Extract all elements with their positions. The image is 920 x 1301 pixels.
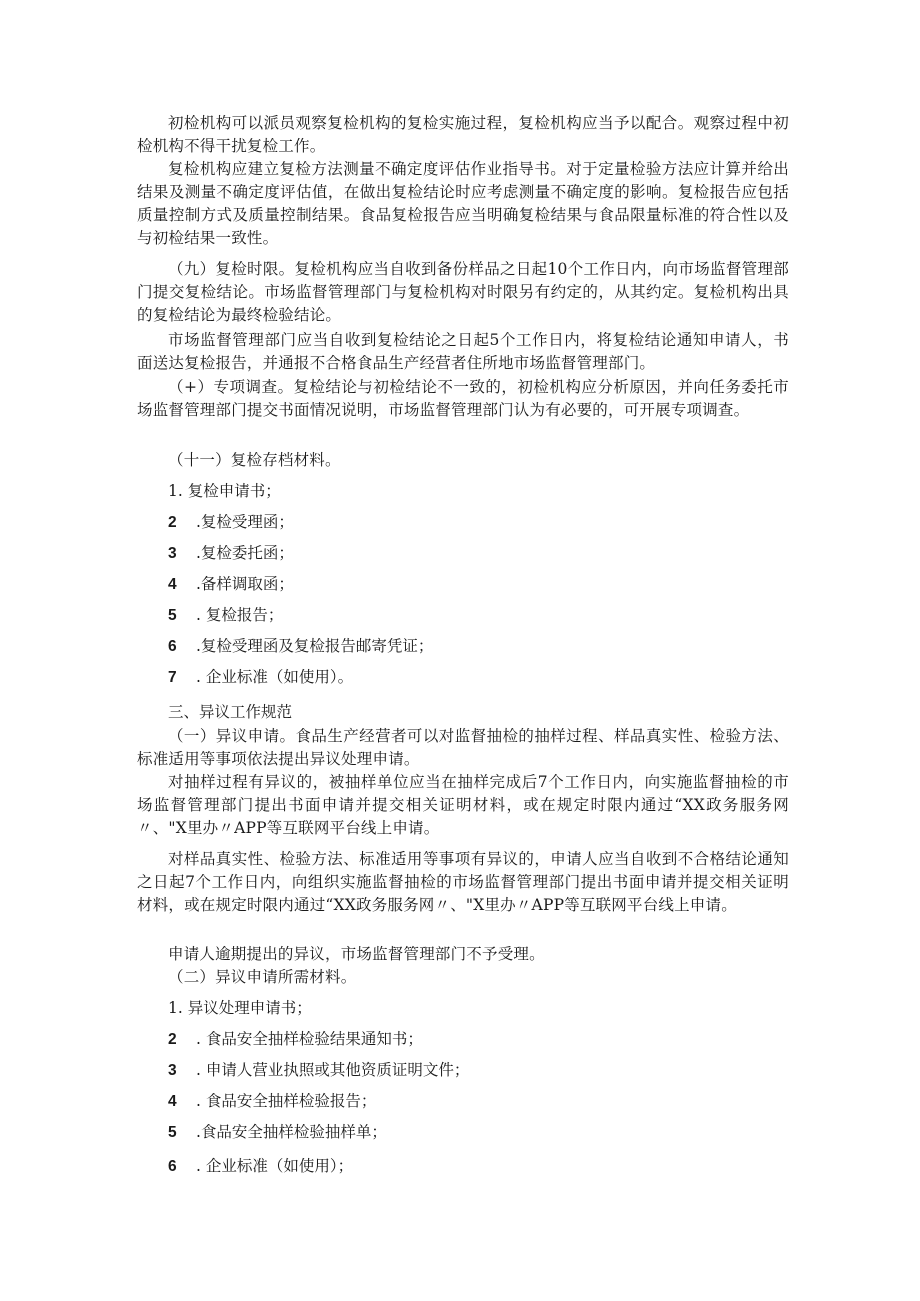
paragraph-late-objection: 申请人逾期提出的异议，市场监督管理部门不予受理。 xyxy=(168,945,545,963)
list-item-text: . 食品安全抽样检验报告； xyxy=(196,1092,377,1110)
list-item-text: .复检受理函及复检报告邮寄凭证； xyxy=(196,637,434,655)
paragraph-sampling-objection: 对抽样过程有异议的，被抽样单位应当在抽样完成后7个工作日内，向实施监督抽检的市场监督管理部门提出书面申请并提交相关证明材料，或在规定时限内通过“XX政务服务网〃、"X里办〃APP等互联网平台线上申请。 xyxy=(137,773,789,837)
list-item-number: 5 xyxy=(168,607,177,624)
list-item xyxy=(168,997,312,1020)
paragraph-special-investigation: （+）专项调查。复检结论与初检结论不一致的，初检机构应分析原因，并向任务委托市场监督管理部门提交书面情况说明，市场监督管理部门认为有必要的，可开展专项调查。 xyxy=(137,378,789,419)
list-item-text: 1. 复检申请书； xyxy=(168,482,281,500)
list-item-number: 2 xyxy=(168,1031,177,1048)
paragraph-uncertainty: 复检机构应建立复检方法测量不确定度评估作业指导书。对于定量检验方法应计算并给出结果及测量不确定度评估值，在做出复检结论时应考虑测量不确定度的影响。复检报告应包括质量控制方式及质量控制结果。食品复检报告应当明确复检结果与食品限量标准的符合性以及与初检结果一致性。 xyxy=(137,160,789,247)
paragraph-recheck-time-limit: （九）复检时限。复检机构应当自收到备份样品之日起10个工作日内，向市场监督管理部门提交复检结论。市场监督管理部门与复检机构对时限另有约定的，从其约定。复检机构出具的复检结论为最终检验结论。 xyxy=(137,260,789,324)
list-item xyxy=(168,511,294,534)
list-item-text: . 申请人营业执照或其他资质证明文件； xyxy=(196,1061,470,1079)
list-item-number: 3 xyxy=(168,545,177,562)
list-item xyxy=(168,1059,469,1082)
paragraph-observation: 初检机构可以派员观察复检机构的复检实施过程，复检机构应当予以配合。观察过程中初检机构不得干扰复检工作。 xyxy=(137,114,789,155)
list-item-number: 6 xyxy=(168,638,177,655)
list-item-text: . 企业标准（如使用）。 xyxy=(196,668,354,686)
list-item-text: . 复检报告； xyxy=(196,606,284,624)
list-item xyxy=(168,635,433,658)
paragraph-objection-application: （一）异议申请。食品生产经营者可以对监督抽检的抽样过程、样品真实性、检验方法、标准适用等事项依法提出异议处理申请。 xyxy=(137,727,789,768)
list-item-number: 7 xyxy=(168,669,177,686)
list-item-text: . 食品安全抽样检验结果通知书； xyxy=(196,1030,423,1048)
list-item-number: 4 xyxy=(168,576,177,593)
list-item-text: .备样调取函； xyxy=(196,575,294,593)
list-item xyxy=(168,666,353,689)
list-item-text: . 企业标准（如使用）； xyxy=(196,1157,354,1175)
list-item-number: 5 xyxy=(168,1124,177,1141)
list-item-text: .食品安全抽样检验抽样单； xyxy=(196,1123,387,1141)
list-item xyxy=(168,542,294,565)
list-item-number: 3 xyxy=(168,1062,177,1079)
list-item xyxy=(168,1028,423,1051)
list-item-text: .复检受理函； xyxy=(196,513,294,531)
list-item xyxy=(168,480,281,503)
paragraph-notification: 市场监督管理部门应当自收到复检结论之日起5个工作日内，将复检结论通知申请人，书面送达复检报告，并通报不合格食品生产经营者住所地市场监督管理部门。 xyxy=(137,331,789,372)
list-item xyxy=(168,1090,376,1113)
paragraph-authenticity-objection: 对样品真实性、检验方法、标准适用等事项有异议的，申请人应当自收到不合格结论通知之日起7个工作日内，向组织实施监督抽检的市场监督管理部门提出书面申请并提交相关证明材料，或在规定时限内通过“XX政务服务网〃、"X里办〃APP等互联网平台线上申请。 xyxy=(137,850,789,914)
list-item-text: .复检委托函； xyxy=(196,544,294,562)
heading-objection-materials: （二）异议申请所需材料。 xyxy=(168,968,357,986)
section-three-heading: 三、异议工作规范 xyxy=(168,703,293,721)
heading-recheck-archive: （十一）复检存档材料。 xyxy=(168,451,341,469)
list-item-number: 2 xyxy=(168,514,177,531)
list-item xyxy=(168,573,294,596)
list-item xyxy=(168,1121,387,1144)
list-item xyxy=(168,1155,353,1178)
list-item-number: 4 xyxy=(168,1093,177,1110)
list-item xyxy=(168,604,283,627)
list-item-text: 1. 异议处理申请书； xyxy=(168,999,312,1017)
list-item-number: 6 xyxy=(168,1158,177,1175)
